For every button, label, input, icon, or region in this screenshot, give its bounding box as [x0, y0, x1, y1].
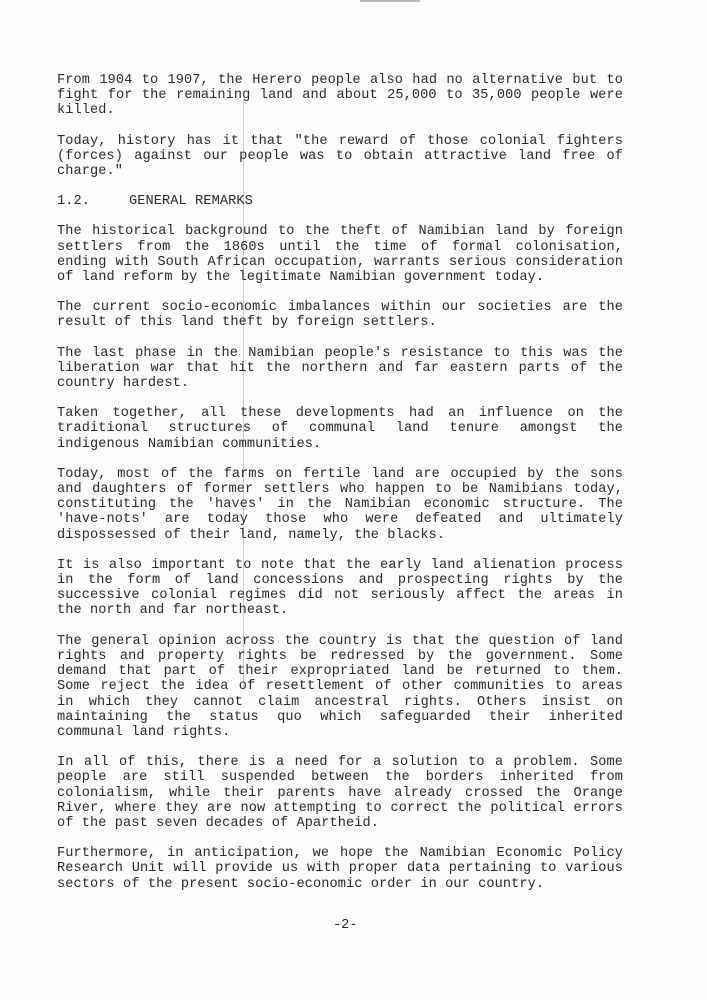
paragraph-historical-background: The historical background to the theft of Namibian land by foreign settlers from the 1860s until the time of formal colonisation, ending with South African occupation, warrants serious consideration of land reform by the legitimate Namibian government today.	[57, 224, 623, 286]
paragraph-need-for-solution: In all of this, there is a need for a solution to a problem. Some people are still suspended between the borders inherited from colonialism, while their parents have already crossed the Orange River, where they are now attempting to correct the political errors of the past seven decades of Apartheid.	[57, 755, 623, 831]
page-number: -2-	[333, 918, 358, 933]
paragraph-herero-war: From 1904 to 1907, the Herero people also had no alternative but to fight for the remaining land and about 25,000 to 35,000 people were killed.	[57, 73, 623, 119]
paragraph-socio-economic-imbalances: The current socio-economic imbalances within our societies are the result of this land theft by foreign settlers.	[57, 300, 623, 331]
section-heading	[57, 194, 623, 209]
paragraph-traditional-structures: Taken together, all these developments had an influence on the traditional structures of communal land tenure amongst the indigenous Namibian communities.	[57, 406, 623, 452]
paragraph-general-opinion: The general opinion across the country is that the question of land rights and property rights be redressed by the government. Some demand that part of their expropriated land be returned to them. Some reject the idea of resettlement of other communities to areas in which they cannot claim ancestral rights. Others insist on maintaining the status quo which safeguarded their inherited communal land rights.	[57, 633, 623, 740]
paragraph-haves-and-have-nots: Today, most of the farms on fertile land are occupied by the sons and daughters of former settlers who happen to be Namibians today, constituting the 'haves' in the Namibian economic structure. The 'have-nots' are today those who were defeated and ultimately dispossessed of their land, namely, the blacks.	[57, 466, 623, 543]
section-title: GENERAL REMARKS	[129, 194, 253, 210]
paragraph-land-alienation: It is also important to note that the early land alienation process in the form of land concessions and prospecting rights by the successive colonial regimes did not seriously affect the areas in the north and far northeast.	[57, 557, 623, 619]
paragraph-research-unit: Furthermore, in anticipation, we hope the Namibian Economic Policy Research Unit will provide us with proper data pertaining to various sectors of the present socio-economic order in our country.	[57, 846, 623, 892]
scan-artifact-mark	[360, 0, 420, 2]
paragraph-liberation-war: The last phase in the Namibian people's resistance to this was the liberation war that hit the northern and far eastern parts of the country hardest.	[57, 345, 623, 392]
paragraph-reward-quote: Today, history has it that "the reward of those colonial fighters (forces) against our people was to obtain attractive land free of charge."	[57, 133, 623, 180]
document-body	[57, 73, 623, 907]
section-number: 1.2.	[57, 194, 91, 210]
